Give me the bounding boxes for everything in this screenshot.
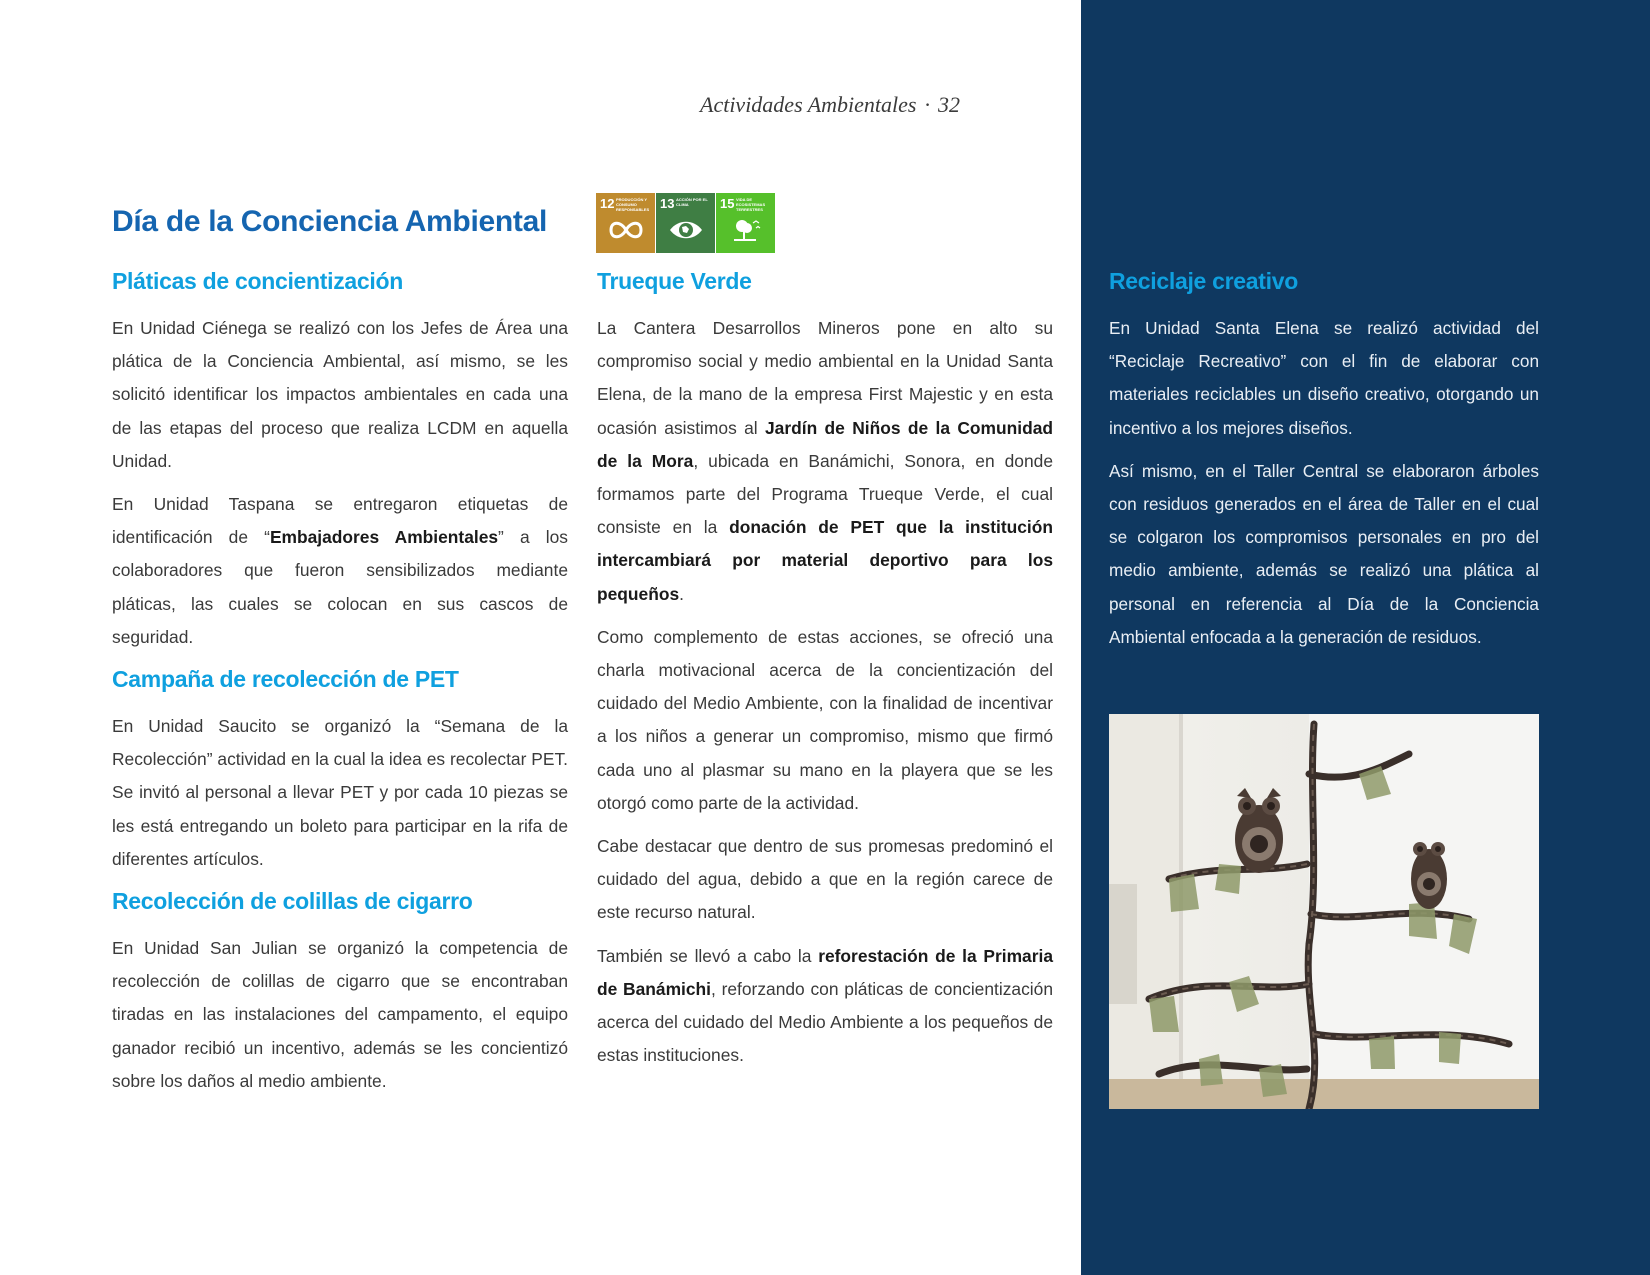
sdg-label: ACCIÓN POR EL CLIMA	[676, 197, 708, 207]
page-title: Día de la Conciencia Ambiental	[112, 205, 548, 238]
sdg-label: VIDA DE ECOSISTEMAS TERRESTRES	[736, 197, 766, 212]
page-number: 32	[938, 92, 960, 117]
bold-text: Embajadores Ambientales	[269, 527, 499, 548]
sdg-badge-15	[716, 193, 775, 253]
column-middle	[597, 266, 1053, 1082]
column-left	[112, 266, 568, 1108]
text-run: .	[679, 583, 684, 604]
eye-globe-icon	[668, 217, 704, 243]
section-title-platicas: Pláticas de concientización	[112, 268, 404, 294]
paragraph: En Unidad Ciénega se realizó con los Jefes de Área una plática de la Conciencia Ambiental, así mismo, se les solicitó identificar los impactos ambientales en cada una de las etapas del proceso que realiza LCDM en aquella Unidad.	[112, 318, 568, 471]
sdg-number: 13	[660, 196, 675, 211]
text-run: , ubicada en Banámichi, Sonora, en donde formamos parte del Programa Trueque Verde, el cual consiste en la	[597, 450, 1053, 538]
infinity-icon	[608, 217, 644, 243]
owl-right	[1411, 842, 1447, 909]
paragraph: Como complemento de estas acciones, se ofreció una charla motivacional acerca de la concientización del cuidado del Medio Ambiente, con la finalidad de incentivar a los niños a generar un compromiso, mismo que firmó cada uno al plasmar su mano en la playera que se les otorgó como parte de la actividad.	[597, 626, 1053, 813]
text-run: En Unidad Taspana se entregaron etiquetas de identificación de “	[112, 494, 568, 548]
bold-text: donación de PET que la institución intercambiará por material deportivo para los pequeños	[597, 517, 1054, 604]
text-run: , reforzando con pláticas de concientización acerca del cuidado del Medio Ambiente a los pequeños de estas instituciones.	[597, 978, 1053, 1066]
paragraph: Cabe destacar que dentro de sus promesas predominó el cuidado del agua, debido a que en la región carece de este recurso natural.	[597, 836, 1053, 923]
paragraph	[597, 312, 1053, 611]
sdg-number: 15	[720, 196, 735, 211]
paragraph: En Unidad Santa Elena se realizó actividad del “Reciclaje Recreativo” con el fin de elaborar con materiales reciclables un diseño creativo, otorgando un incentivo a los mejores diseños.	[1109, 318, 1539, 438]
section-title-pet: Campaña de recolección de PET	[112, 666, 459, 693]
sdg-badge-13	[656, 193, 715, 253]
section-title-reciclaje: Reciclaje creativo	[1109, 268, 1298, 294]
column-right	[1109, 266, 1539, 664]
paragraph	[597, 940, 1053, 1073]
page-header	[620, 92, 960, 118]
section-title-colillas: Recolección de colillas de cigarro	[112, 888, 473, 915]
recycled-chain-tree-photo	[1109, 714, 1539, 1109]
sdg-badge-12	[596, 193, 655, 253]
tree-birds-icon	[728, 217, 764, 243]
sdg-number: 12	[600, 196, 615, 211]
text-run: ” a los colaboradores que fueron sensibilizados mediante pláticas, las cuales se colocan en sus cascos de seguridad.	[112, 527, 568, 647]
text-run: La Cantera Desarrollos Mineros pone en alto su compromiso social y medio ambiental en la Unidad Santa Elena, de la mano de la empresa First Majestic y en esta ocasión asistimos al	[597, 318, 1053, 438]
paragraph	[112, 488, 568, 654]
paragraph: Así mismo, en el Taller Central se elaboraron árboles con residuos generados en el área de Taller en el cual se colgaron los compromisos personales en pro del medio ambiente, además se realizó una plática al personal en referencia al Día de la Conciencia Ambiental enfocada a la generación de residuos.	[1109, 460, 1539, 647]
section-name: Actividades Ambientales	[700, 92, 917, 117]
section-title-trueque: Trueque Verde	[597, 268, 752, 294]
text-run: También se llevó a cabo la	[597, 945, 819, 966]
bold-text: reforestación de la Primaria de Banámichi	[597, 945, 1053, 999]
paragraph: En Unidad Saucito se organizó la “Semana de la Recolección” actividad en la cual la idea es recolectar PET. Se invitó al personal a llevar PET y por cada 10 piezas se les está entregando un boleto para participar en la rifa de diferentes artículos.	[112, 716, 568, 869]
bold-text: Jardín de Niños de la Comunidad de la Mora	[597, 417, 1054, 471]
header-separator: ·	[924, 92, 930, 117]
sdg-label: PRODUCCIÓN Y CONSUMO RESPONSABLES	[616, 197, 650, 212]
paragraph: En Unidad San Julian se organizó la competencia de recolección de colillas de cigarro que se encontraban tiradas en las instalaciones del campamento, el equipo ganador recibió un incentivo, además se les concientizó sobre los daños al medio ambiente.	[112, 938, 568, 1091]
sdg-badges	[596, 193, 776, 253]
